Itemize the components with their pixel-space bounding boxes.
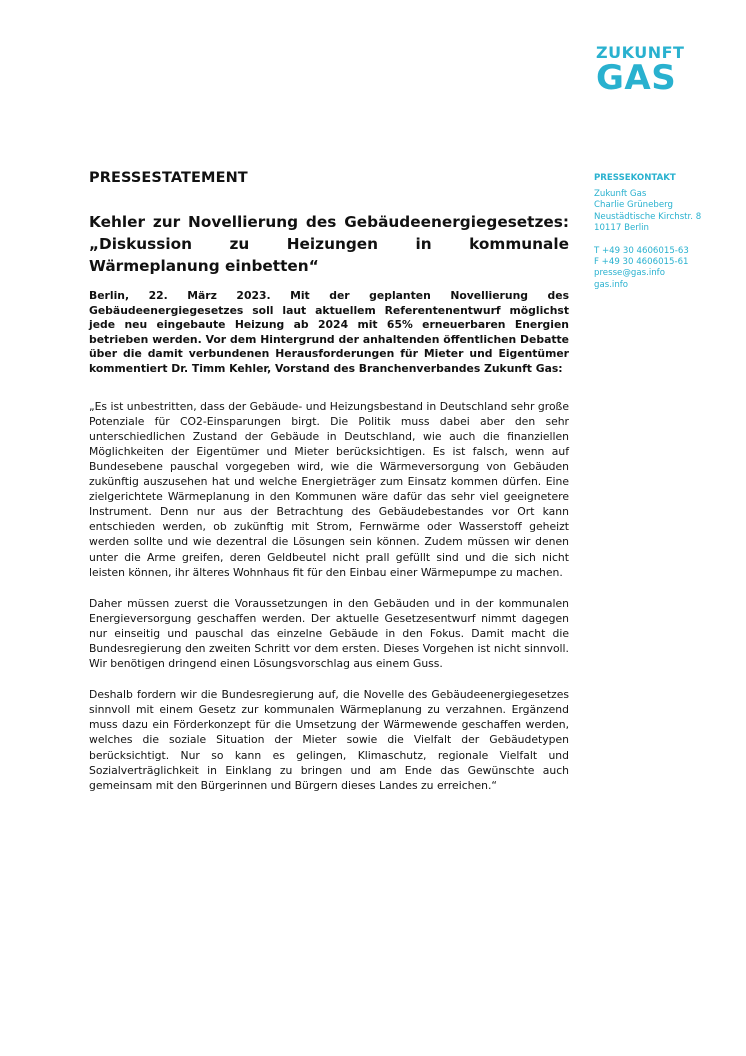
body-paragraph: Deshalb fordern wir die Bundesregierung auf, die Novelle des Gebäudeenergiegesetzes sinnvoll mit einem Gesetz zur kommunalen Wärmeplanung zu verzahnen. Ergänzend muss dazu ein Förderkonzept für die Umsetzung der Wärmewende geschaffen werden, welches die soziale Situation der Mieter sowie die Vielfalt der Gebäudetypen berücksichtigt. Nur so kann es gelingen, Klimaschutz, regionale Vielfalt und Sozialverträglichkeit in Einklang zu bringen und am Ende das Gewünschte auch gemeinsam mit den Bürgerinnen und Bürgern dieses Landes zu erreichen.“ (89, 688, 569, 792)
headline: Kehler zur Novellierung des Gebäudeenergiegesetzes: „Diskussion zu Heizungen in kommunale Wärmeplanung einbetten“ (89, 213, 569, 275)
press-contact-sidebar (594, 173, 724, 291)
logo-line-top: ZUKUNFT (596, 43, 685, 62)
contact-street: Neustädtische Kirchstr. 8 (594, 211, 702, 222)
contact-person: Charlie Grüneberg (594, 200, 673, 211)
contact-phone: T +49 30 4606015-63 (594, 246, 689, 257)
contact-website-link[interactable]: gas.info (594, 279, 629, 290)
body-paragraph: „Es ist unbestritten, dass der Gebäude- und Heizungsbestand in Deutschland sehr große Potenziale für CO2-Einsparungen birgt. Die Politik muss dabei aber den sehr unterschiedlichen Zustand der Gebäude in Deutschland, wie auch die finanziellen Möglichkeiten der Eigentümer und Mieter berücksichtigen. Es ist falsch, wenn auf Bundesebene pauschal vorgegeben wird, wie die Wärmeversorgung von Gebäuden zukünftig auszusehen hat und welche Energieträger zum Einsatz kommen dürfen. Eine zielgerichtete Wärmeplanung in den Kommunen wäre dafür das sehr viel geeignetere Instrument. Denn nur aus der Betrachtung des Gebäudebestandes vor Ort kann entschieden werden, ob zukünftig mit Strom, Fernwärme oder Wasserstoff geheizt werden sollte und wie dezentral die Lösungen sein können. Zudem müssen wir denen unter die Arme greifen, deren Geldbeutel nicht prall gefüllt sind und die sich nicht leisten können, ihr älteres Wohnhaus fit für den Einbau einer Wärmepumpe zu machen. (89, 399, 569, 579)
contact-organization: Zukunft Gas (594, 189, 647, 200)
lead-paragraph: Berlin, 22. März 2023. Mit der geplanten Novellierung des Gebäudeenergiegesetzes soll laut aktuellem Referentenentwurf möglichst jede neu eingebaute Heizung ab 2024 mit 65% erneuerbaren Energien betrieben werden. Vor dem Hintergrund der anhaltenden öffentlichen Debatte über die damit verbundenen Herausforderungen für Mieter und Eigentümer kommentiert Dr. Timm Kehler, Vorstand des Branchenverbandes Zukunft Gas: (89, 289, 569, 375)
body-paragraph: Daher müssen zuerst die Voraussetzungen in den Gebäuden und in der kommunalen Energieversorgung geschaffen werden. Der aktuelle Gesetzesentwurf nimmt dagegen nur einseitig und pauschal das einzelne Gebäude in den Fokus. Damit macht die Bundesregierung den zweiten Schritt vor dem ersten. Dieses Vorgehen ist nicht sinnvoll. Wir benötigen dringend einen Lösungsvorschlag aus einem Guss. (89, 596, 569, 671)
contact-email-link[interactable]: presse@gas.info (594, 268, 665, 279)
document-type-label: PRESSESTATEMENT (89, 170, 248, 186)
contact-fax: F +49 30 4606015-61 (594, 257, 689, 268)
contact-heading: PRESSEKONTAKT (594, 173, 676, 183)
main-content (89, 168, 569, 793)
contact-city: 10117 Berlin (594, 222, 650, 233)
logo-line-bottom: GAS (596, 58, 677, 98)
zukunft-gas-logo (596, 43, 696, 98)
